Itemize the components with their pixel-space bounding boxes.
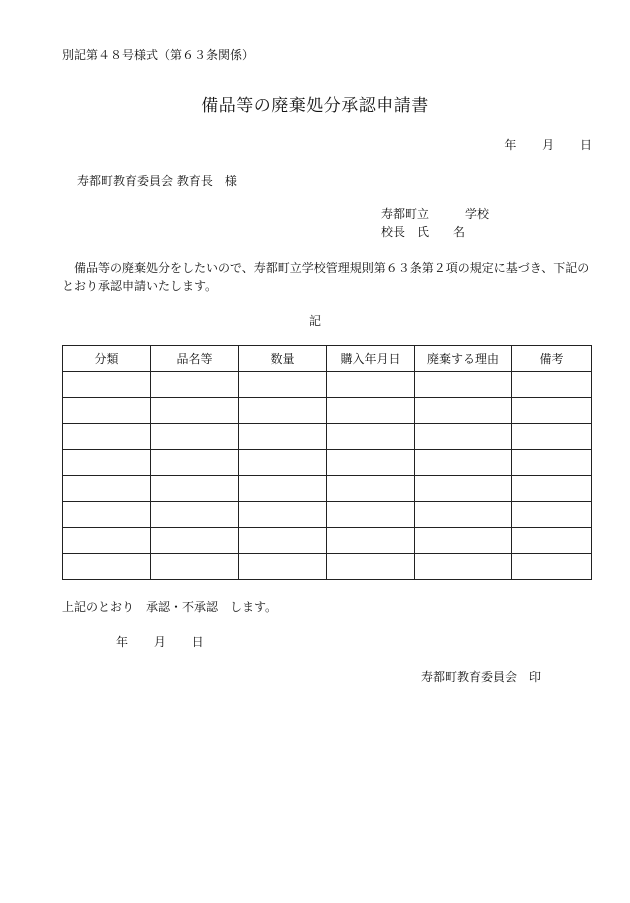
addressee: 寿都町教育委員会 教育長 様 <box>77 174 237 188</box>
table-cell <box>63 502 151 528</box>
table-cell <box>415 424 512 450</box>
table-row <box>63 372 592 398</box>
table-cell <box>415 450 512 476</box>
table-cell <box>415 554 512 580</box>
table-cell <box>415 476 512 502</box>
table-cell <box>327 476 415 502</box>
form-number: 別記第４８号様式（第６３条関係） <box>62 48 255 62</box>
table-cell <box>327 450 415 476</box>
table-cell <box>63 424 151 450</box>
table-cell <box>151 398 239 424</box>
table-cell <box>512 528 592 554</box>
table-cell <box>239 528 327 554</box>
table-cell <box>415 528 512 554</box>
table-cell <box>512 554 592 580</box>
column-header-disposal-reason: 廃棄する理由 <box>415 346 512 372</box>
table-cell <box>239 554 327 580</box>
table-cell <box>239 450 327 476</box>
column-header-category: 分類 <box>63 346 151 372</box>
table-row <box>63 528 592 554</box>
table-cell <box>151 450 239 476</box>
table-cell <box>239 476 327 502</box>
table-cell <box>63 554 151 580</box>
approval-statement: 上記のとおり 承認・不承認 します。 <box>62 600 278 614</box>
column-header-quantity: 数量 <box>239 346 327 372</box>
table-cell <box>151 424 239 450</box>
table-cell <box>63 398 151 424</box>
sender-school: 寿都町立 学校 <box>381 207 490 221</box>
table-row <box>63 554 592 580</box>
application-date: 年 月 日 <box>504 138 592 152</box>
table-cell <box>151 502 239 528</box>
table-cell <box>151 476 239 502</box>
table-cell <box>327 528 415 554</box>
body-text: 備品等の廃棄処分をしたいので、寿都町立学校管理規則第６３条第２項の規定に基づき、下記のとおり承認申請いたします。 <box>62 261 590 293</box>
table-row <box>63 398 592 424</box>
disposal-items-table <box>62 345 592 580</box>
table-row <box>63 502 592 528</box>
table-cell <box>151 528 239 554</box>
table-cell <box>239 398 327 424</box>
table-cell <box>63 528 151 554</box>
table-row <box>63 476 592 502</box>
table-header-row <box>63 346 592 372</box>
table-cell <box>327 554 415 580</box>
table-cell <box>151 554 239 580</box>
table-cell <box>63 476 151 502</box>
sender-principal: 校長 氏 名 <box>381 225 466 239</box>
table-cell <box>415 398 512 424</box>
approval-date: 年 月 日 <box>116 635 204 649</box>
table-cell <box>151 372 239 398</box>
sender-block <box>381 205 489 241</box>
table-row <box>63 450 592 476</box>
issuer-seal: 寿都町教育委員会 印 <box>421 670 542 684</box>
table-cell <box>239 502 327 528</box>
table-cell <box>239 424 327 450</box>
table-cell <box>512 502 592 528</box>
table-cell <box>512 372 592 398</box>
table-cell <box>512 450 592 476</box>
column-header-remarks: 備考 <box>512 346 592 372</box>
table-cell <box>63 450 151 476</box>
table-cell <box>63 372 151 398</box>
table-cell <box>415 372 512 398</box>
table-cell <box>512 398 592 424</box>
table-cell <box>512 476 592 502</box>
column-header-item-name: 品名等 <box>151 346 239 372</box>
table-cell <box>327 372 415 398</box>
column-header-purchase-date: 購入年月日 <box>327 346 415 372</box>
table-cell <box>327 502 415 528</box>
table-cell <box>327 424 415 450</box>
table-cell <box>512 424 592 450</box>
table-cell <box>327 398 415 424</box>
ki-label: 記 <box>308 314 321 328</box>
table-cell <box>415 502 512 528</box>
table-body <box>63 372 592 580</box>
document-title: 備品等の廃棄処分承認申請書 <box>201 96 429 116</box>
table-row <box>63 424 592 450</box>
table-cell <box>239 372 327 398</box>
